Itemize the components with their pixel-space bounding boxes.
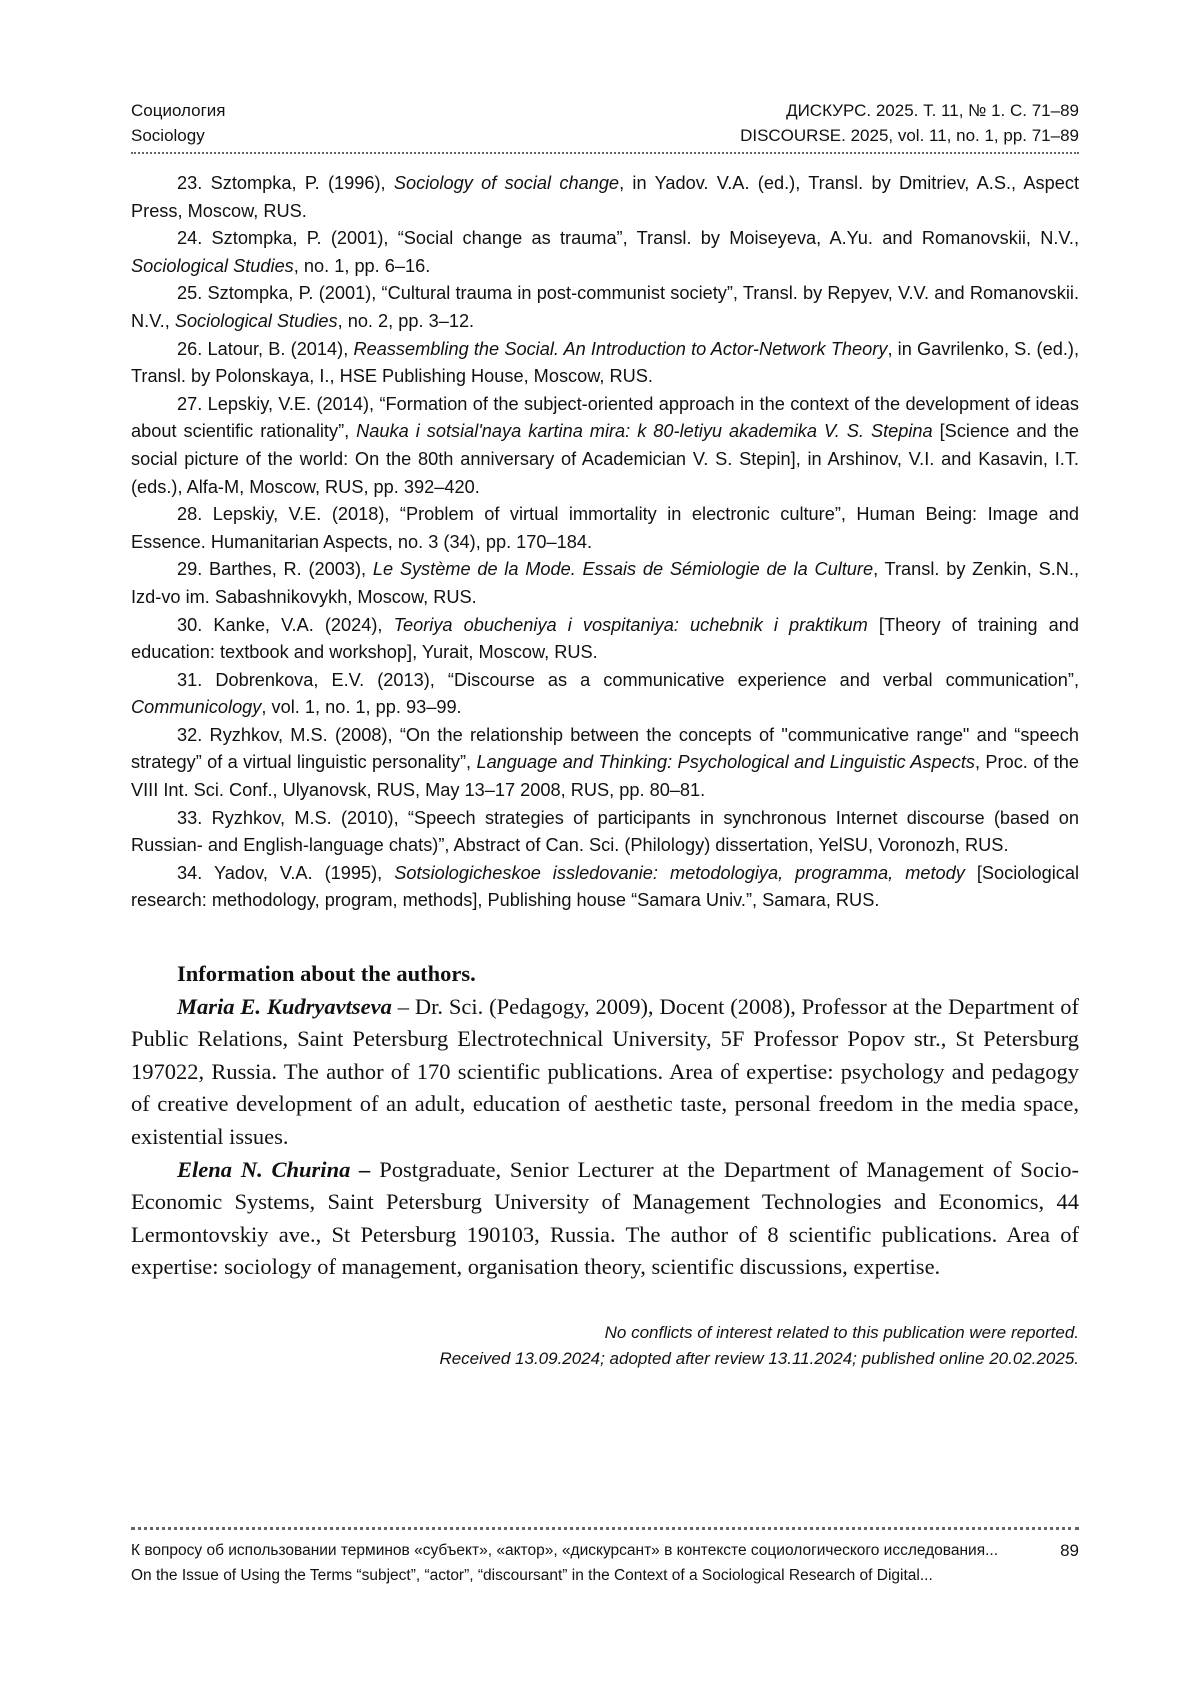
- reference-item: [131, 722, 1079, 805]
- reference-item: [131, 667, 1079, 722]
- reference-item: [131, 170, 1079, 225]
- reference-text: 26. Latour, B. (2014),: [177, 338, 354, 359]
- reference-title: Communicology: [131, 697, 262, 718]
- reference-text: 27. Lepskiy, V.E. (2014), “Formation of the subject-oriented approach in the context of the development of ideas about scientific rationality”,: [131, 393, 1079, 442]
- reference-item: [131, 556, 1079, 611]
- reference-text: , Transl. by Zenkin, S.N., Izd-vo im. Sabashnikovykh, Moscow, RUS.: [131, 559, 1079, 607]
- reference-title: Sociological Studies: [131, 255, 294, 276]
- reference-title: Sociology of social change: [393, 173, 620, 193]
- running-header: [131, 98, 1079, 154]
- reference-list: [131, 170, 1079, 915]
- reference-text: , in Gavrilenko, S. (ed.), Transl. by Polonskaya, I., HSE Publishing House, Moscow, RUS.: [131, 338, 1079, 387]
- footer-title-en: On the Issue of Using the Terms “subject”, “actor”, “discoursant” in the Context of a Sociological Research of Digital...: [131, 1567, 933, 1584]
- footer-title-ru: К вопросу об использовании терминов «субъект», «актор», «дискурсант» в контексте социологического исследования...: [131, 1542, 999, 1559]
- reference-text: , vol. 1, no. 1, pp. 93–99.: [261, 697, 462, 718]
- reference-item: [131, 805, 1079, 860]
- reference-text: , no. 1, pp. 6–16.: [293, 255, 431, 276]
- running-footer: [131, 1527, 1079, 1590]
- reference-item: [131, 860, 1079, 915]
- header-journal-info: [740, 98, 1079, 148]
- reference-text: 28. Lepskiy, V.E. (2018), “Problem of virtual immortality in electronic culture”, Human Being: Image and Essence. Humanitarian Aspects, no. 3 (34), pp. 170–184.: [131, 504, 1079, 552]
- publication-notes: [131, 1320, 1079, 1372]
- reference-item: [131, 280, 1079, 335]
- reference-title: Sociological Studies: [174, 310, 338, 331]
- reference-title: Le Système de la Mode. Essais de Sémiologie de la Culture: [372, 559, 874, 580]
- publication-dates: Received 13.09.2024; adopted after review 13.11.2024; published online 20.02.2025.: [439, 1349, 1079, 1368]
- reference-text: [Theory of training and education: textbook and workshop], Yurait, Moscow, RUS.: [131, 614, 1079, 663]
- reference-item: [131, 612, 1079, 667]
- header-journal-ru: ДИСКУРС. 2025. Т. 11, № 1. С. 71–89: [786, 101, 1079, 120]
- header-section: [131, 98, 226, 148]
- header-section-en: Sociology: [131, 126, 205, 145]
- author-name: Elena N. Churina –: [177, 1156, 371, 1182]
- reference-item: [131, 501, 1079, 556]
- author-name: Maria E. Kudryavtseva: [177, 993, 392, 1019]
- header-journal-en: DISCOURSE. 2025, vol. 11, no. 1, pp. 71–89: [740, 126, 1079, 145]
- reference-text: 32. Ryzhkov, M.S. (2008), “On the relationship between the concepts of "communicative range" and “speech strategy” of a virtual linguistic personality”,: [131, 724, 1079, 773]
- reference-text: 33. Ryzhkov, M.S. (2010), “Speech strategies of participants in synchronous Internet discourse (based on Russian- and English-language chats)”, Abstract of Can. Sci. (Philology) dissertation, YelSU, Voronozh, RUS.: [131, 807, 1079, 856]
- reference-text: 25. Sztompka, P. (2001), “Cultural trauma in post-communist society”, Transl. by Repyev, V.V. and Romanovskii. N.V.,: [131, 283, 1079, 331]
- conflict-statement: No conflicts of interest related to this publication were reported.: [604, 1323, 1079, 1342]
- reference-text: 30. Kanke, V.A. (2024),: [177, 614, 394, 635]
- reference-text: 24. Sztompka, P. (2001), “Social change as trauma”, Transl. by Moiseyeva, A.Yu. and Romanovskii, N.V.,: [177, 228, 1079, 249]
- author-bio: – Dr. Sci. (Pedagogy, 2009), Docent (2008), Professor at the Department of Public Relations, Saint Petersburg Electrotechnical University, 5F Professor Popov str., St Petersburg 197022, Russia. The author of 170 scientific publications. Area of expertise: psychology and pedagogy of creative development of an adult, education of aesthetic taste, personal freedom in the media space, existential issues.: [131, 993, 1079, 1149]
- reference-text: 31. Dobrenkova, E.V. (2013), “Discourse as a communicative experience and verbal communication”,: [177, 669, 1079, 690]
- author-entry: [131, 991, 1079, 1154]
- reference-item: [131, 225, 1079, 280]
- reference-text: 23. Sztompka, P. (1996),: [177, 173, 394, 193]
- author-bio: Postgraduate, Senior Lecturer at the Department of Management of Socio-Economic Systems, Saint Petersburg University of Management Technologies and Economics, 44 Lermontovskiy ave., St Petersburg 190103, Russia. The author of 8 scientific publications. Area of expertise: sociology of management, organisation theory, scientific discussions, expertise.: [131, 1156, 1080, 1280]
- reference-item: [131, 391, 1079, 501]
- reference-text: , in Yadov. V.A. (ed.), Transl. by Dmitriev, A.S., Aspect Press, Moscow, RUS.: [131, 173, 1079, 221]
- author-entry: [131, 1154, 1079, 1284]
- page-number: 89: [1060, 1541, 1079, 1560]
- authors-section: [131, 958, 1079, 1284]
- reference-text: 29. Barthes, R. (2003),: [177, 559, 373, 580]
- reference-item: [131, 336, 1079, 391]
- reference-text: , no. 2, pp. 3–12.: [337, 310, 475, 331]
- reference-text: [Sociological research: methodology, program, methods], Publishing house “Samara Univ.”, Samara, RUS.: [131, 862, 1079, 911]
- reference-text: 34. Yadov, V.A. (1995),: [177, 862, 395, 883]
- header-section-ru: Социология: [131, 101, 226, 120]
- reference-text: , Proc. of the VIII Int. Sci. Conf., Ulyanovsk, RUS, May 13–17 2008, RUS, pp. 80–81.: [131, 752, 1079, 801]
- reference-title: Teoriya obucheniya i vospitaniya: uchebnik i praktikum: [393, 614, 868, 635]
- reference-text: [Science and the social picture of the world: On the 80th anniversary of Academician V. S. Stepin], in Arshinov, V.I. and Kasavin, I.T. (eds.), Alfa-M, Moscow, RUS, pp. 392–420.: [131, 421, 1079, 497]
- authors-heading: Information about the authors.: [177, 961, 476, 986]
- reference-title: Language and Thinking: Psychological and Linguistic Aspects: [476, 752, 975, 773]
- reference-title: Sotsiologicheskoe issledovanie: metodologiya, programma, metody: [394, 862, 965, 883]
- page: [131, 0, 1079, 1697]
- reference-title: Reassembling the Social. An Introduction to Actor-Network Theory: [353, 338, 888, 359]
- reference-title: Nauka i sotsial'naya kartina mira: k 80-letiyu akademika V. S. Stepina: [356, 421, 933, 442]
